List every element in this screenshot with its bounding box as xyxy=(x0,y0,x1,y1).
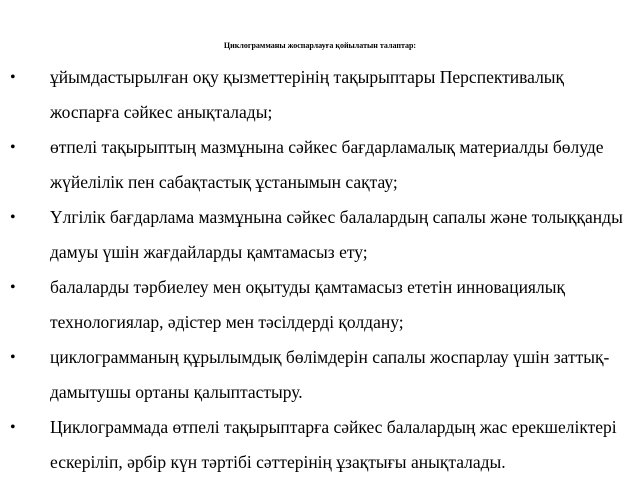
item-line: дамытушы ортаны қалыптастыру. xyxy=(50,382,303,402)
item-line: жүйелілік пен сабақтастық ұстанымын сақтау; xyxy=(50,172,398,192)
item-line: ұйымдастырылған оқу қызметтерінің тақырыптары Перспективалық xyxy=(50,67,565,87)
list-item xyxy=(0,60,640,130)
item-line: жоспарға сәйкес анықталады; xyxy=(50,102,273,122)
slide-title: Циклограмманы жоспарлауға қойылатын талаптар: xyxy=(223,41,417,50)
item-line: өтпелі тақырыптың мазмұнына сәйкес бағдарламалық материалды бөлуде xyxy=(50,137,604,157)
bullet-icon: • xyxy=(10,349,16,366)
list-item xyxy=(0,200,640,270)
bullet-icon: • xyxy=(10,139,16,156)
item-line: циклограмманың құрылымдық бөлімдерін сапалы жоспарлау үшін заттық- xyxy=(50,347,610,367)
item-line: балаларды тәрбиелеу мен оқытуды қамтамасыз ететін инновациялық xyxy=(50,277,565,297)
item-line: ескеріліп, әрбір күн тәртібі сәттерінің ұзақтығы анықталады. xyxy=(50,452,506,472)
list-item xyxy=(0,270,640,340)
bullet-icon: • xyxy=(10,419,16,436)
requirements-list xyxy=(0,60,640,480)
list-item xyxy=(0,410,640,480)
bullet-icon: • xyxy=(10,69,16,86)
item-line: Үлгілік бағдарлама мазмұнына сәйкес балалардың сапалы және толыққанды xyxy=(50,207,623,227)
list-item xyxy=(0,130,640,200)
item-line: дамуы үшін жағдайларды қамтамасыз ету; xyxy=(50,242,368,262)
item-line: Циклограммада өтпелі тақырыптарға сәйкес балалардың жас ерекшеліктері xyxy=(50,417,617,437)
item-line: технологиялар, әдістер мен тәсілдерді қолдану; xyxy=(50,312,404,332)
list-item xyxy=(0,340,640,410)
bullet-icon: • xyxy=(10,279,16,296)
bullet-icon: • xyxy=(10,209,16,226)
